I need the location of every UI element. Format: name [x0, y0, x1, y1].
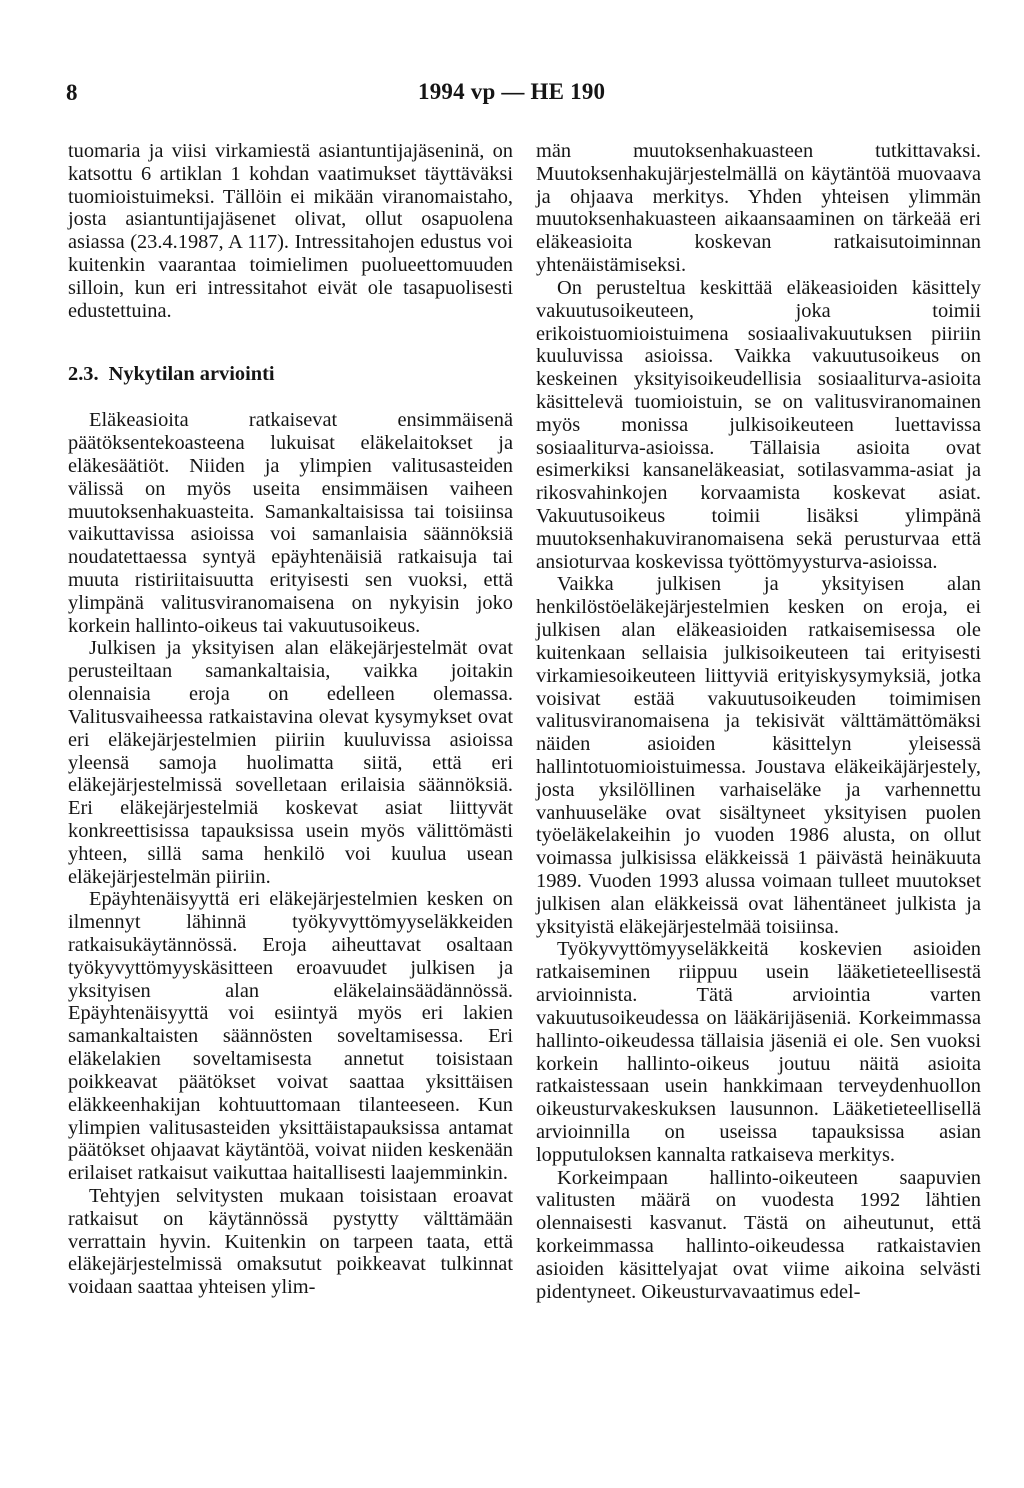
- running-head: 1994 vp — HE 190: [418, 79, 606, 104]
- paragraph: Työkyvyttömyyseläkkeitä koskevien asioiden ratkaiseminen riippuu usein lääketieteellisestä arvioinnista. Tätä arviointia varten vakuutusoikeudessa on lääkärijäseniä. Korkeimmassa hallinto-oikeudessa tällaisia jäseniä ei ole. Sen vuoksi korkein hallinto-oikeus joutuu näitä asioita ratkaistessaan usein hankkimaan terveydenhuollon oikeusturvakeskuksen lausunnon. Lääketieteellisellä arvioinnilla on useissa tapauksissa asian lopputuloksen kannalta ratkaiseva merkitys.: [536, 938, 981, 1166]
- page-number: 8: [66, 80, 78, 105]
- paragraph: On perusteltua keskittää eläkeasioiden käsittely vakuutusoikeuteen, joka toimii erikoistuomioistuimena sosiaalivakuutuksen piiriin kuuluvissa asioissa. Vaikka vakuutusoikeus on keskeinen yksityisoikeudellisia sosiaaliturva-asioita käsittelevä tuomioistuin, se on valitusviranomainen myös monissa julkisoikeuteen luettavissa sosiaaliturva-asioissa. Tällaisia asioita ovat esimerkiksi kansaneläkeasiat, sotilasvamma-asiat ja rikosvahinkojen korvaamista koskevat asiat. Vakuutusoikeus toimii lisäksi ylimpänä muutoksenhakuviranomaisena sekä perusturvaa että ansioturvaa koskevissa työttömyysturva-asioissa.: [536, 276, 981, 573]
- left-column: [68, 140, 513, 1299]
- section-number: 2.3.: [68, 362, 99, 385]
- paragraph: Epäyhtenäisyyttä eri eläkejärjestelmien kesken on ilmennyt lähinnä työkyvyttömyyseläkkeiden ratkaisukäytännössä. Eroja aiheuttavat osaltaan työkyvyttömyyskäsitteen eroavuudet julkisen ja yksityisen alan eläkelainsäädännössä. Epäyhtenäisyyttä voi esiintyä myös eri lakien samankaltaisten säännösten soveltamisessa. Eri eläkelakien soveltamisesta annetut toisistaan poikkeavat päätökset voivat saattaa yksittäisen eläkkeenhakijan kohtuuttomaan tilanteeseen. Kun ylimpien valitusasteiden yksittäistapauksissa antamat päätökset ohjaavat käytäntöä, voivat niiden keskenään erilaiset ratkaisut vaikuttaa haitallisesti laajemminkin.: [68, 888, 513, 1185]
- paragraph: Vaikka julkisen ja yksityisen alan henkilöstöeläkejärjestelmien kesken on eroja, ei julkisen alan eläkeasioiden ratkaisemisessa ole kuitenkaan sellaisia julkisoikeuteen tai erityisesti virkamiesoikeuteen liittyviä erityiskysymyksiä, jotka voisivat estää vakuutusoikeuden toimimisen valitusviranomaisena ja tekisivät välttämättömäksi näiden asioiden käsittelyn yleisessä hallintotuomioistuimessa. Joustava eläkeikäjärjestely, josta yksilöllinen varhaiseläke ja varhennettu vanhuuseläke ovat sisältyneet yksityisen puolen työeläkelakeihin jo vuoden 1986 alusta, on ollut voimassa julkisissa eläkkeissä 1 päivästä heinäkuuta 1989. Vuoden 1993 alussa voimaan tulleet muutokset julkisen alan eläkkeissä ovat lähentäneet julkista ja yksityistä eläkejärjestelmää toisiinsa.: [536, 573, 981, 938]
- section-heading: [68, 363, 513, 386]
- right-column: [536, 140, 981, 1303]
- paragraph: Tehtyjen selvitysten mukaan toisistaan eroavat ratkaisut on käytännössä pystytty välttämään verrattain hyvin. Kuitenkin on tarpeen taata, että eläkejärjestelmissä omaksutut poikkeavat tulkinnat voidaan saattaa yhteisen ylim-: [68, 1184, 513, 1299]
- paragraph: män muutoksenhakuasteen tutkittavaksi. Muutoksenhakujärjestelmällä on käytäntöä muovaava ja ohjaava merkitys. Yhden yhteisen ylimmän muutoksenhakuasteen aikaansaaminen on tärkeää eri eläkeasioita koskevan ratkaisutoiminnan yhtenäistämiseksi.: [536, 140, 981, 277]
- paragraph: Julkisen ja yksityisen alan eläkejärjestelmät ovat perusteiltaan samankaltaisia, vaikka joitakin olennaisia eroja on edelleen olemassa. Valitusvaiheessa ratkaistavina olevat kysymykset ovat eri eläkejärjestelmien piiriin kuuluvissa asioissa yleensä samoja huolimatta siitä, että eri eläkejärjestelmissä sovelletaan erilaisia säännöksiä. Eri eläkejärjestelmiä koskevat asiat liittyvät konkreettisissa tapauksissa usein myös välittömästi yhteen, sillä sama henkilö voi kuulua usean eläkejärjestelmän piiriin.: [68, 637, 513, 888]
- paragraph: Korkeimpaan hallinto-oikeuteen saapuvien valitusten määrä on vuodesta 1992 lähtien olennaisesti kasvanut. Tästä on aiheutunut, että korkeimmassa hallinto-oikeudessa ratkaistavien asioiden käsittelyajat ovat viime aikoina selvästi pidentyneet. Oikeusturvavaatimus edel-: [536, 1166, 981, 1303]
- section-title: Nykytilan arviointi: [108, 362, 275, 385]
- paragraph: tuomaria ja viisi virkamiestä asiantuntijajäseninä, on katsottu 6 artiklan 1 kohdan vaatimukset täyttäväksi tuomioistuimeksi. Tällöin ei mikään viranomaistaho, josta asiantuntijajäsenet olivat, ollut osapuolena asiassa (23.4.1987, A 117). Intressitahojen edustus voi kuitenkin vaarantaa toimielimen puolueettomuuden silloin, kun eri intressitahot eivät ole tasapuolisesti edustettuina.: [68, 140, 513, 322]
- paragraph: Eläkeasioita ratkaisevat ensimmäisenä päätöksentekoasteena lukuisat eläkelaitokset ja eläkesäätiöt. Niiden ja ylimpien valitusasteiden välissä on myös useita ensimmäisen vaiheen muutoksenhakuasteita. Samankaltaisissa tai toisiinsa vaikuttavissa asioissa voi samanlaisia säännöksiä noudatettaessa syntyä epäyhtenäisiä ratkaisuja tai muuta ristiriitaisuutta erityisesti sen vuoksi, että ylimpänä valitusviranomaisena on nykyisin joko korkein hallinto-oikeus tai vakuutusoikeus.: [68, 409, 513, 637]
